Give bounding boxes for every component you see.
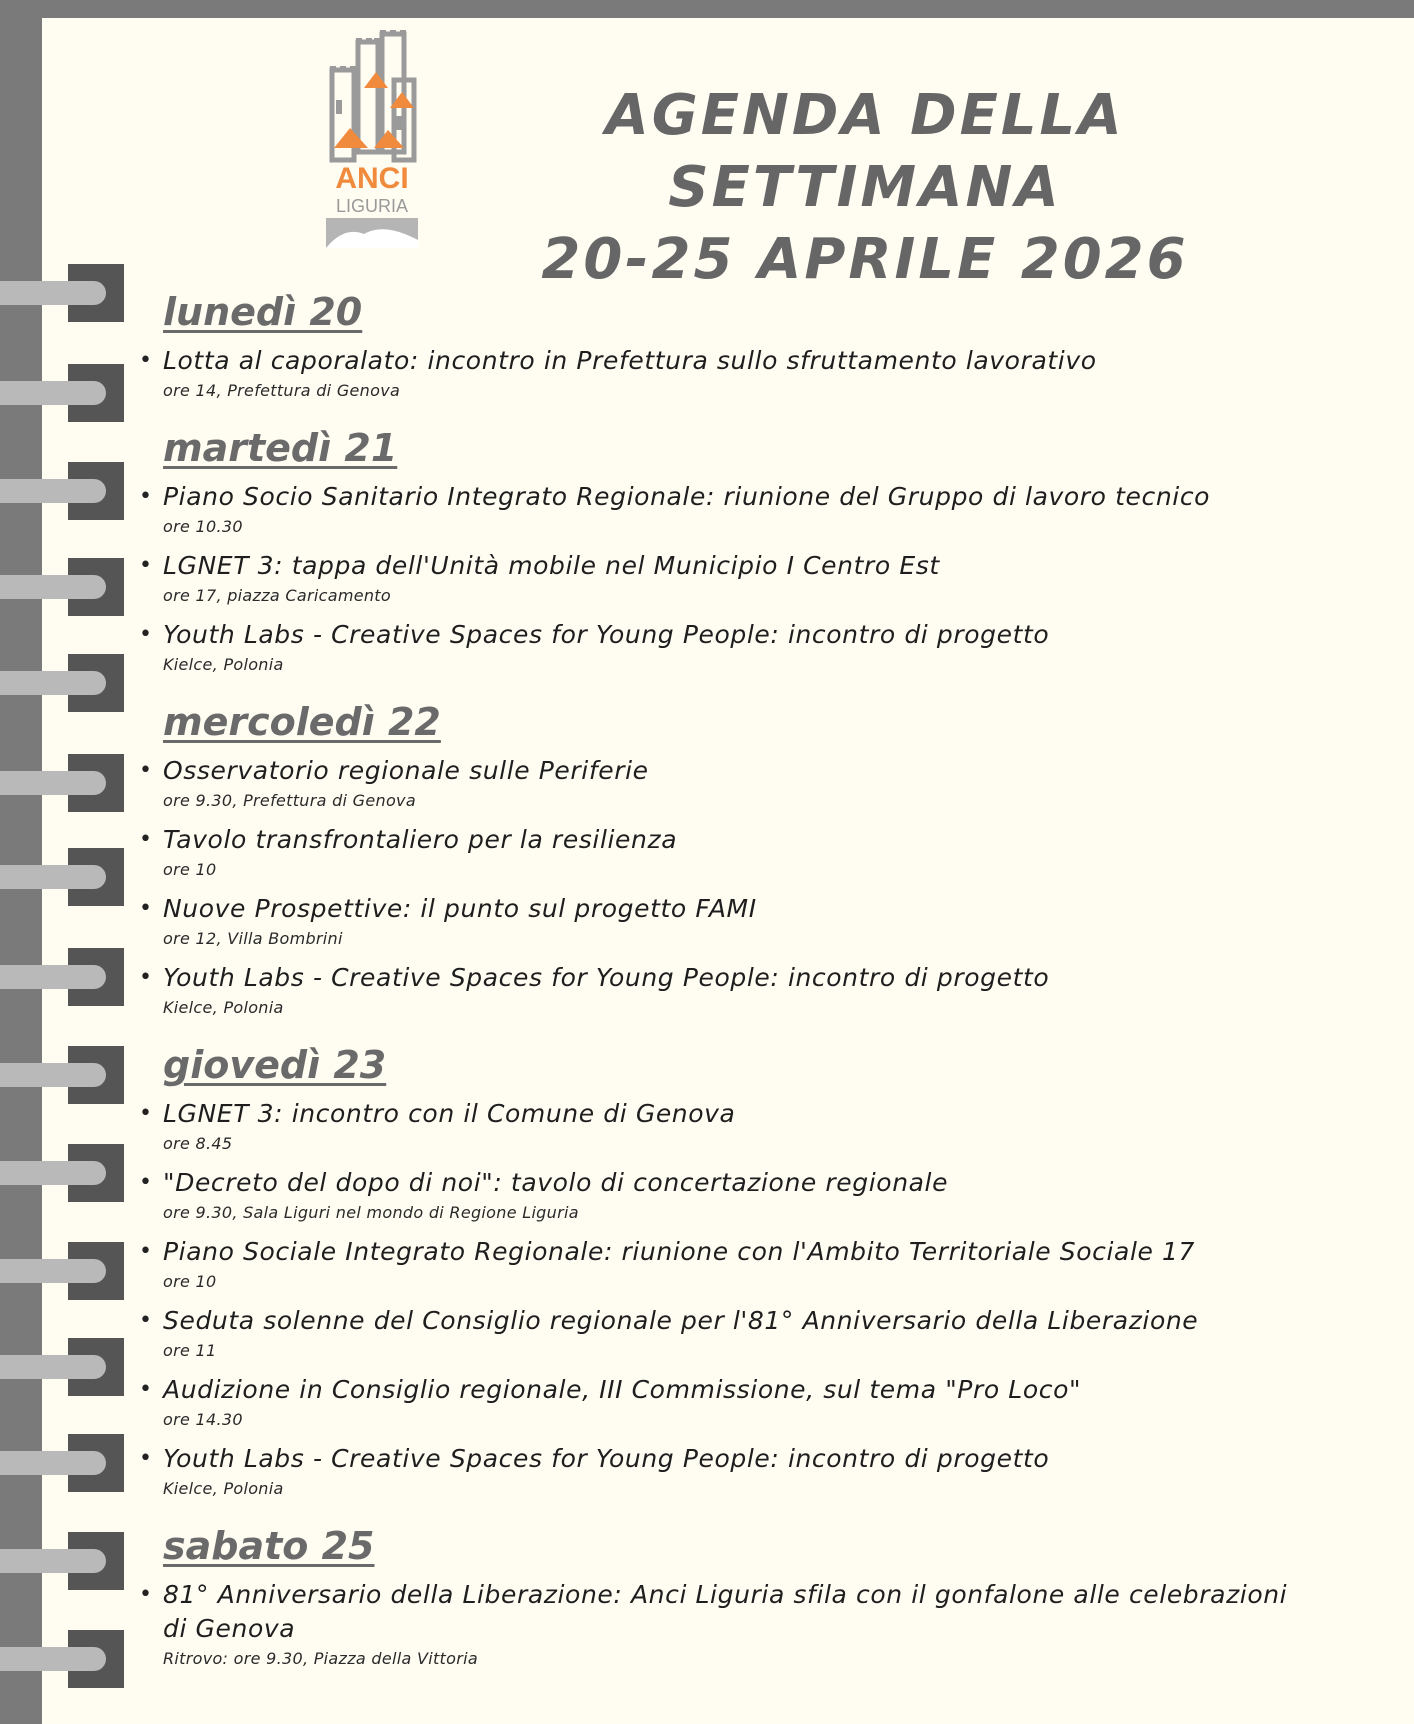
binding-ring	[0, 1338, 124, 1396]
event-detail: ore 8.45	[163, 1134, 233, 1153]
binding-ring	[0, 462, 124, 520]
event-title: • Tavolo transfrontaliero per la resilienza	[163, 825, 678, 854]
anci-liguria-logo	[324, 30, 420, 250]
agenda-event	[163, 892, 1293, 950]
day-title: sabato 25	[163, 1524, 375, 1568]
event-title: • Seduta solenne del Consiglio regionale per l'81° Anniversario della Liberazione	[163, 1306, 1199, 1335]
agenda-event	[163, 754, 1293, 812]
event-title: • LGNET 3: incontro con il Comune di Genova	[163, 1099, 736, 1128]
day-title: giovedì 23	[163, 1043, 387, 1087]
event-detail: ore 10	[163, 1272, 217, 1291]
binding-ring	[0, 1630, 124, 1688]
event-detail: ore 9.30, Prefettura di Genova	[163, 791, 416, 810]
agenda-event	[163, 1235, 1293, 1293]
day-title: martedì 21	[163, 426, 398, 470]
event-detail: ore 10.30	[163, 517, 243, 536]
binding-ring	[0, 558, 124, 616]
binding-wire	[0, 671, 106, 695]
event-title: • Piano Sociale Integrato Regionale: riunione con l'Ambito Territoriale Sociale 17	[163, 1237, 1196, 1266]
binding-ring	[0, 1242, 124, 1300]
binding-wire	[0, 865, 106, 889]
binding-wire	[0, 1647, 106, 1671]
agenda-event	[163, 1097, 1293, 1155]
binding-ring	[0, 1144, 124, 1202]
event-detail: ore 11	[163, 1341, 217, 1360]
agenda-day	[163, 1522, 1293, 1670]
agenda-event	[163, 618, 1293, 676]
event-title: • Youth Labs - Creative Spaces for Young People: incontro di progetto	[163, 963, 1050, 992]
agenda-event	[163, 1578, 1293, 1670]
agenda-day	[163, 698, 1293, 1019]
binding-ring	[0, 654, 124, 712]
agenda-event	[163, 961, 1293, 1019]
logo-text-sub: LIGURIA	[335, 196, 409, 216]
event-title: • Nuove Prospettive: il punto sul progetto FAMI	[163, 894, 757, 923]
binding-wire	[0, 965, 106, 989]
event-detail: ore 12, Villa Bombrini	[163, 929, 343, 948]
event-detail: ore 14.30	[163, 1410, 243, 1429]
binding-wire	[0, 1355, 106, 1379]
day-title: lunedì 20	[163, 290, 363, 334]
event-detail: ore 14, Prefettura di Genova	[163, 381, 401, 400]
binding-wire	[0, 1259, 106, 1283]
binding-wire	[0, 1161, 106, 1185]
binding-wire	[0, 381, 106, 405]
title-line-2: 20-25 APRILE 2026	[541, 227, 1189, 292]
agenda-event	[163, 549, 1293, 607]
binding-wire	[0, 575, 106, 599]
event-detail: ore 9.30, Sala Liguri nel mondo di Regione Liguria	[163, 1203, 579, 1222]
page-title	[420, 80, 1310, 296]
event-detail: ore 17, piazza Caricamento	[163, 586, 391, 605]
agenda-event	[163, 1304, 1293, 1362]
event-detail: Kielce, Polonia	[163, 655, 284, 674]
binding-ring	[0, 848, 124, 906]
agenda-event	[163, 344, 1293, 402]
event-title: • Youth Labs - Creative Spaces for Young People: incontro di progetto	[163, 1444, 1050, 1473]
binding-wire	[0, 1063, 106, 1087]
event-title: • LGNET 3: tappa dell'Unità mobile nel Municipio I Centro Est	[163, 551, 940, 580]
binding-wire	[0, 479, 106, 503]
event-detail: Kielce, Polonia	[163, 998, 284, 1017]
event-title: • "Decreto del dopo di noi": tavolo di concertazione regionale	[163, 1168, 949, 1197]
agenda-event	[163, 1166, 1293, 1224]
event-title: • Lotta al caporalato: incontro in Prefettura sullo sfruttamento lavorativo	[163, 346, 1097, 375]
agenda-event	[163, 480, 1293, 538]
event-title: • Piano Socio Sanitario Integrato Regionale: riunione del Gruppo di lavoro tecnico	[163, 482, 1211, 511]
agenda-event	[163, 1373, 1293, 1431]
binding-ring	[0, 1434, 124, 1492]
binding-wire	[0, 1549, 106, 1573]
agenda-content	[163, 288, 1293, 1692]
event-title: • 81° Anniversario della Liberazione: Anci Liguria sfila con il gonfalone alle celebrazioni di Genova	[163, 1580, 1288, 1643]
event-title: • Osservatorio regionale sulle Periferie	[163, 756, 649, 785]
event-detail: ore 10	[163, 860, 217, 879]
binding-wire	[0, 281, 106, 305]
binding-ring	[0, 264, 124, 322]
agenda-day	[163, 1041, 1293, 1500]
binding-ring	[0, 1046, 124, 1104]
event-detail: Ritrovo: ore 9.30, Piazza della Vittoria	[163, 1649, 478, 1668]
agenda-day	[163, 424, 1293, 676]
event-title: • Youth Labs - Creative Spaces for Young People: incontro di progetto	[163, 620, 1050, 649]
agenda-event	[163, 1442, 1293, 1500]
day-title: mercoledì 22	[163, 700, 441, 744]
binding-wire	[0, 771, 106, 795]
event-detail: Kielce, Polonia	[163, 1479, 284, 1498]
binding-ring	[0, 364, 124, 422]
title-line-1: AGENDA DELLA SETTIMANA	[605, 83, 1125, 220]
binding-wire	[0, 1451, 106, 1475]
event-title: • Audizione in Consiglio regionale, III Commissione, sul tema "Pro Loco"	[163, 1375, 1082, 1404]
logo-text-main: ANCI	[335, 162, 409, 195]
binding-ring	[0, 948, 124, 1006]
binding-ring	[0, 754, 124, 812]
agenda-event	[163, 823, 1293, 881]
binding-ring	[0, 1532, 124, 1590]
agenda-day	[163, 288, 1293, 402]
